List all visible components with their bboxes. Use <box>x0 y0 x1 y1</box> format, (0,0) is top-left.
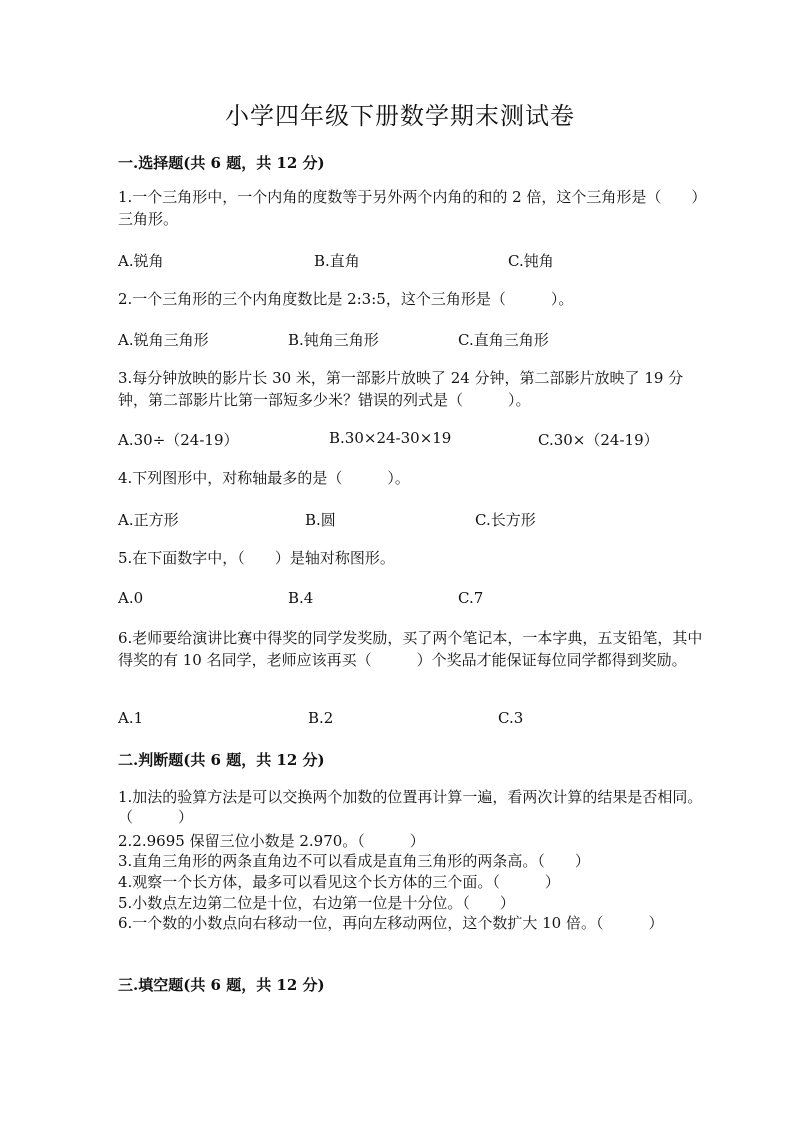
option-b: B.30×24-30×19 <box>329 429 452 447</box>
option-a: A.锐角 <box>118 252 164 270</box>
option-b: B.钝角三角形 <box>288 331 379 349</box>
section-heading-judge: 二.判断题(共 6 题，共 12 分) <box>118 751 325 769</box>
option-a: A.1 <box>118 709 144 727</box>
page-title: 小学四年级下册数学期末测试卷 <box>225 102 575 130</box>
option-a: A.正方形 <box>118 511 179 529</box>
question-text: 3.每分钟放映的影片长 30 米，第一部影片放映了 24 分钟，第二部影片放映了 19 分钟，第二部影片比第一部短多少米？错误的列式是（ ）。 <box>118 369 684 409</box>
section-heading-fill: 三.填空题(共 6 题，共 12 分) <box>118 976 325 994</box>
option-c: C.3 <box>498 709 524 727</box>
judge-item: 5.小数点左边第二位是十位，右边第一位是十分位。（ ） <box>118 894 515 912</box>
judge-item: 2.2.9695 保留三位小数是 2.970。（ ） <box>118 832 425 850</box>
question-text: 2.一个三角形的三个内角度数比是 2:3:5，这个三角形是（ ）。 <box>118 290 574 308</box>
judge-item: 4.观察一个长方体，最多可以看见这个长方体的三个面。（ ） <box>118 873 560 891</box>
question-text: 6.老师要给演讲比赛中得奖的同学发奖励，买了两个笔记本，一本字典，五支铅笔，其中得奖的有 10 名同学，老师应该再买（ ）个奖品才能保证每位同学都得到奖励。 <box>118 629 703 669</box>
question-text: 4.下列图形中，对称轴最多的是（ ）。 <box>118 469 410 487</box>
option-a: A.30÷（24-19） <box>118 431 239 449</box>
option-c: C.钝角 <box>508 252 554 270</box>
option-c: C.30×（24-19） <box>538 431 659 449</box>
option-b: B.4 <box>288 589 314 607</box>
judge-item: 6.一个数的小数点向右移动一位，再向左移动两位，这个数扩大 10 倍。（ ） <box>118 914 664 932</box>
option-b: B.圆 <box>305 511 336 529</box>
option-b: B.2 <box>308 709 334 727</box>
option-c: C.长方形 <box>475 511 536 529</box>
option-c: C.直角三角形 <box>458 331 549 349</box>
section-heading-choice: 一.选择题(共 6 题，共 12 分) <box>118 154 325 172</box>
option-b: B.直角 <box>314 252 360 270</box>
judge-item: 1.加法的验算方法是可以交换两个加数的位置再计算一遍，看两次计算的结果是否相同。（ ） <box>118 788 703 826</box>
option-c: C.7 <box>458 589 484 607</box>
question-text: 5.在下面数字中，（ ）是轴对称图形。 <box>118 549 395 567</box>
option-a: A.0 <box>118 589 144 607</box>
option-a: A.锐角三角形 <box>118 331 209 349</box>
question-text: 1.一个三角形中，一个内角的度数等于另外两个内角的和的 2 倍，这个三角形是（ ）三角形。 <box>118 188 699 228</box>
judge-item: 3.直角三角形的两条直角边不可以看成是直角三角形的两条高。（ ） <box>118 852 590 870</box>
